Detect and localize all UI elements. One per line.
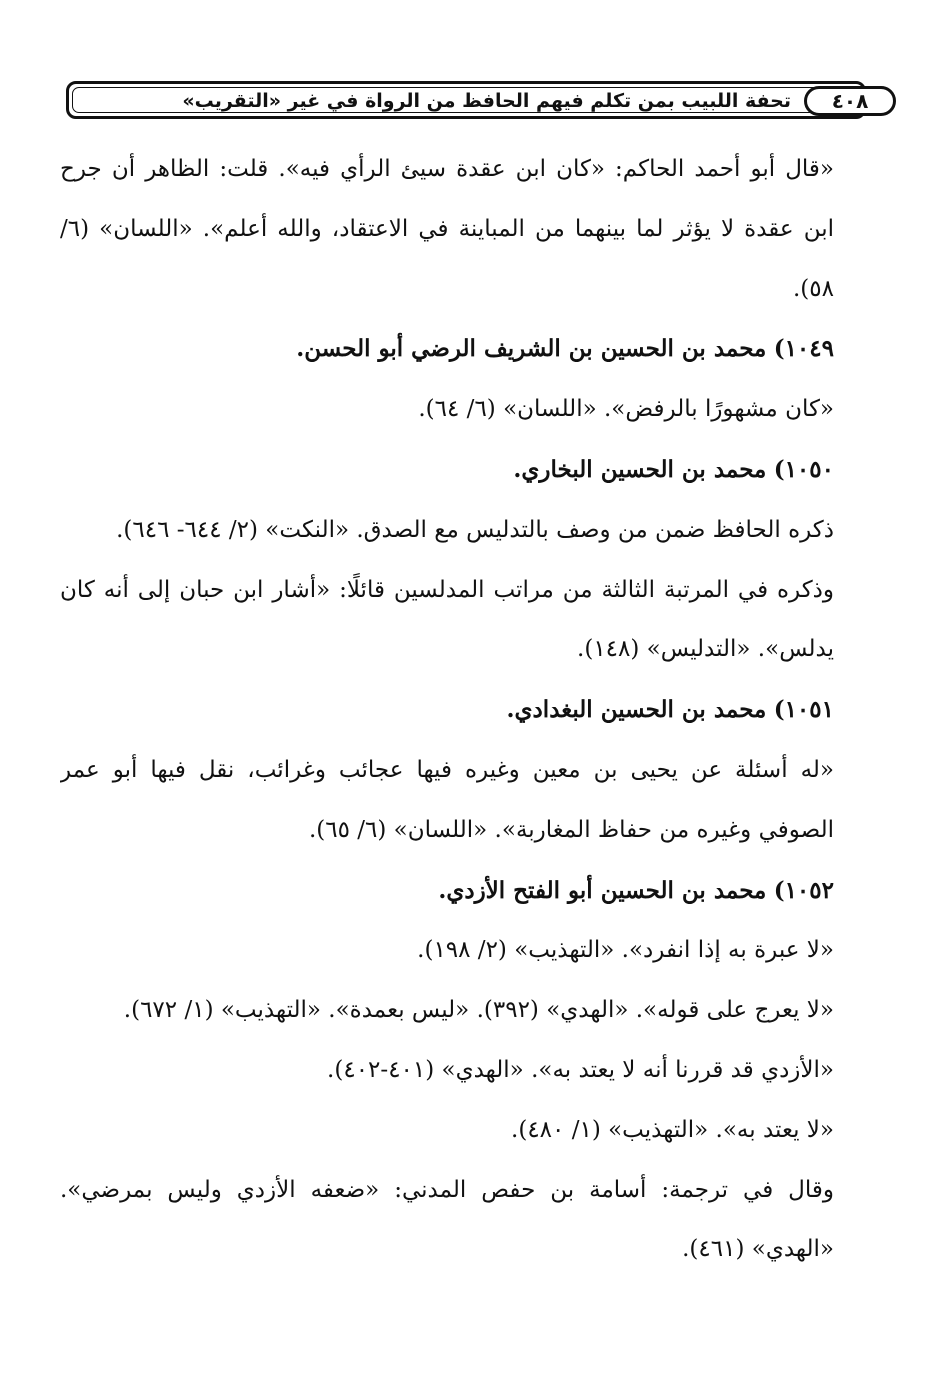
entry-heading xyxy=(60,861,880,922)
paragraph-text: وقال في ترجمة: أسامة بن حفص المدني: «ضعفه الأزدي وليس بمرضي». «الهدي» (٤٦١). xyxy=(60,1176,834,1263)
paragraph-text: «كان مشهورًا بالرفض». «اللسان» (٦/ ٦٤). xyxy=(418,396,834,423)
paragraph-text: «لا عبرة به إذا انفرد». «التهذيب» (٢/ ١٩٨). xyxy=(417,937,834,964)
entry-name: محمد بن الحسين أبو الفتح الأزدي. xyxy=(438,876,767,904)
paragraph-text: «قال أبو أحمد الحاكم: «كان ابن عقدة سيئ الرأي فيه». قلت: الظاهر أن جرح ابن عقدة لا يؤثر لما بينهما من المباينة في الاعتقاد، والله أعلم». «اللسان» (٦/ ٥٨). xyxy=(60,156,834,302)
entry-number: ١٠٥٠) xyxy=(773,455,834,483)
entry-number: ١٠٥١) xyxy=(773,696,834,724)
entry-heading xyxy=(60,440,880,501)
entry-number: ١٠٤٩) xyxy=(773,335,834,363)
paragraph-text: «لا يعتد به». «التهذيب» (١/ ٤٨٠). xyxy=(511,1116,834,1143)
running-header-title: تحفة اللبيب بمن تكلم فيهم الحافظ من الرواة في غير «التقريب» xyxy=(182,90,791,112)
entry-name: محمد بن الحسين البغدادي. xyxy=(506,696,767,724)
entry-heading xyxy=(60,680,880,741)
page-number: ٤٠٨ xyxy=(831,89,869,113)
page-body xyxy=(60,140,880,1280)
paragraph-text: ذكره الحافظ ضمن من وصف بالتدليس مع الصدق. «النكت» (٢/ ٦٤٤- ٦٤٦). xyxy=(116,516,834,543)
page-number-badge xyxy=(804,86,896,116)
paragraph-text: «له أسئلة عن يحيى بن معين وغيره فيها عجائب وغرائب، نقل فيها أبو عمر الصوفي وغيره من حفاظ المغاربة». «اللسان» (٦/ ٦٥). xyxy=(60,756,834,843)
paragraph-text: وذكره في المرتبة الثالثة من مراتب المدلسين قائلًا: «أشار ابن حبان إلى أنه كان يدلس». «التدليس» (١٤٨). xyxy=(60,576,834,663)
entry-number: ١٠٥٢) xyxy=(773,876,834,904)
paragraph-text: «لا يعرج على قوله». «الهدي» (٣٩٢). «ليس بعمدة». «التهذيب» (١/ ٦٧٢). xyxy=(123,997,834,1024)
paragraph-text: «الأزدي قد قررنا أنه لا يعتد به». «الهدي» (٤٠١-٤٠٢). xyxy=(327,1056,834,1083)
entry-heading xyxy=(60,319,880,380)
entry-name: محمد بن الحسين البخاري. xyxy=(513,455,767,483)
entry-name: محمد بن الحسين بن الشريف الرضي أبو الحسن. xyxy=(296,335,767,363)
